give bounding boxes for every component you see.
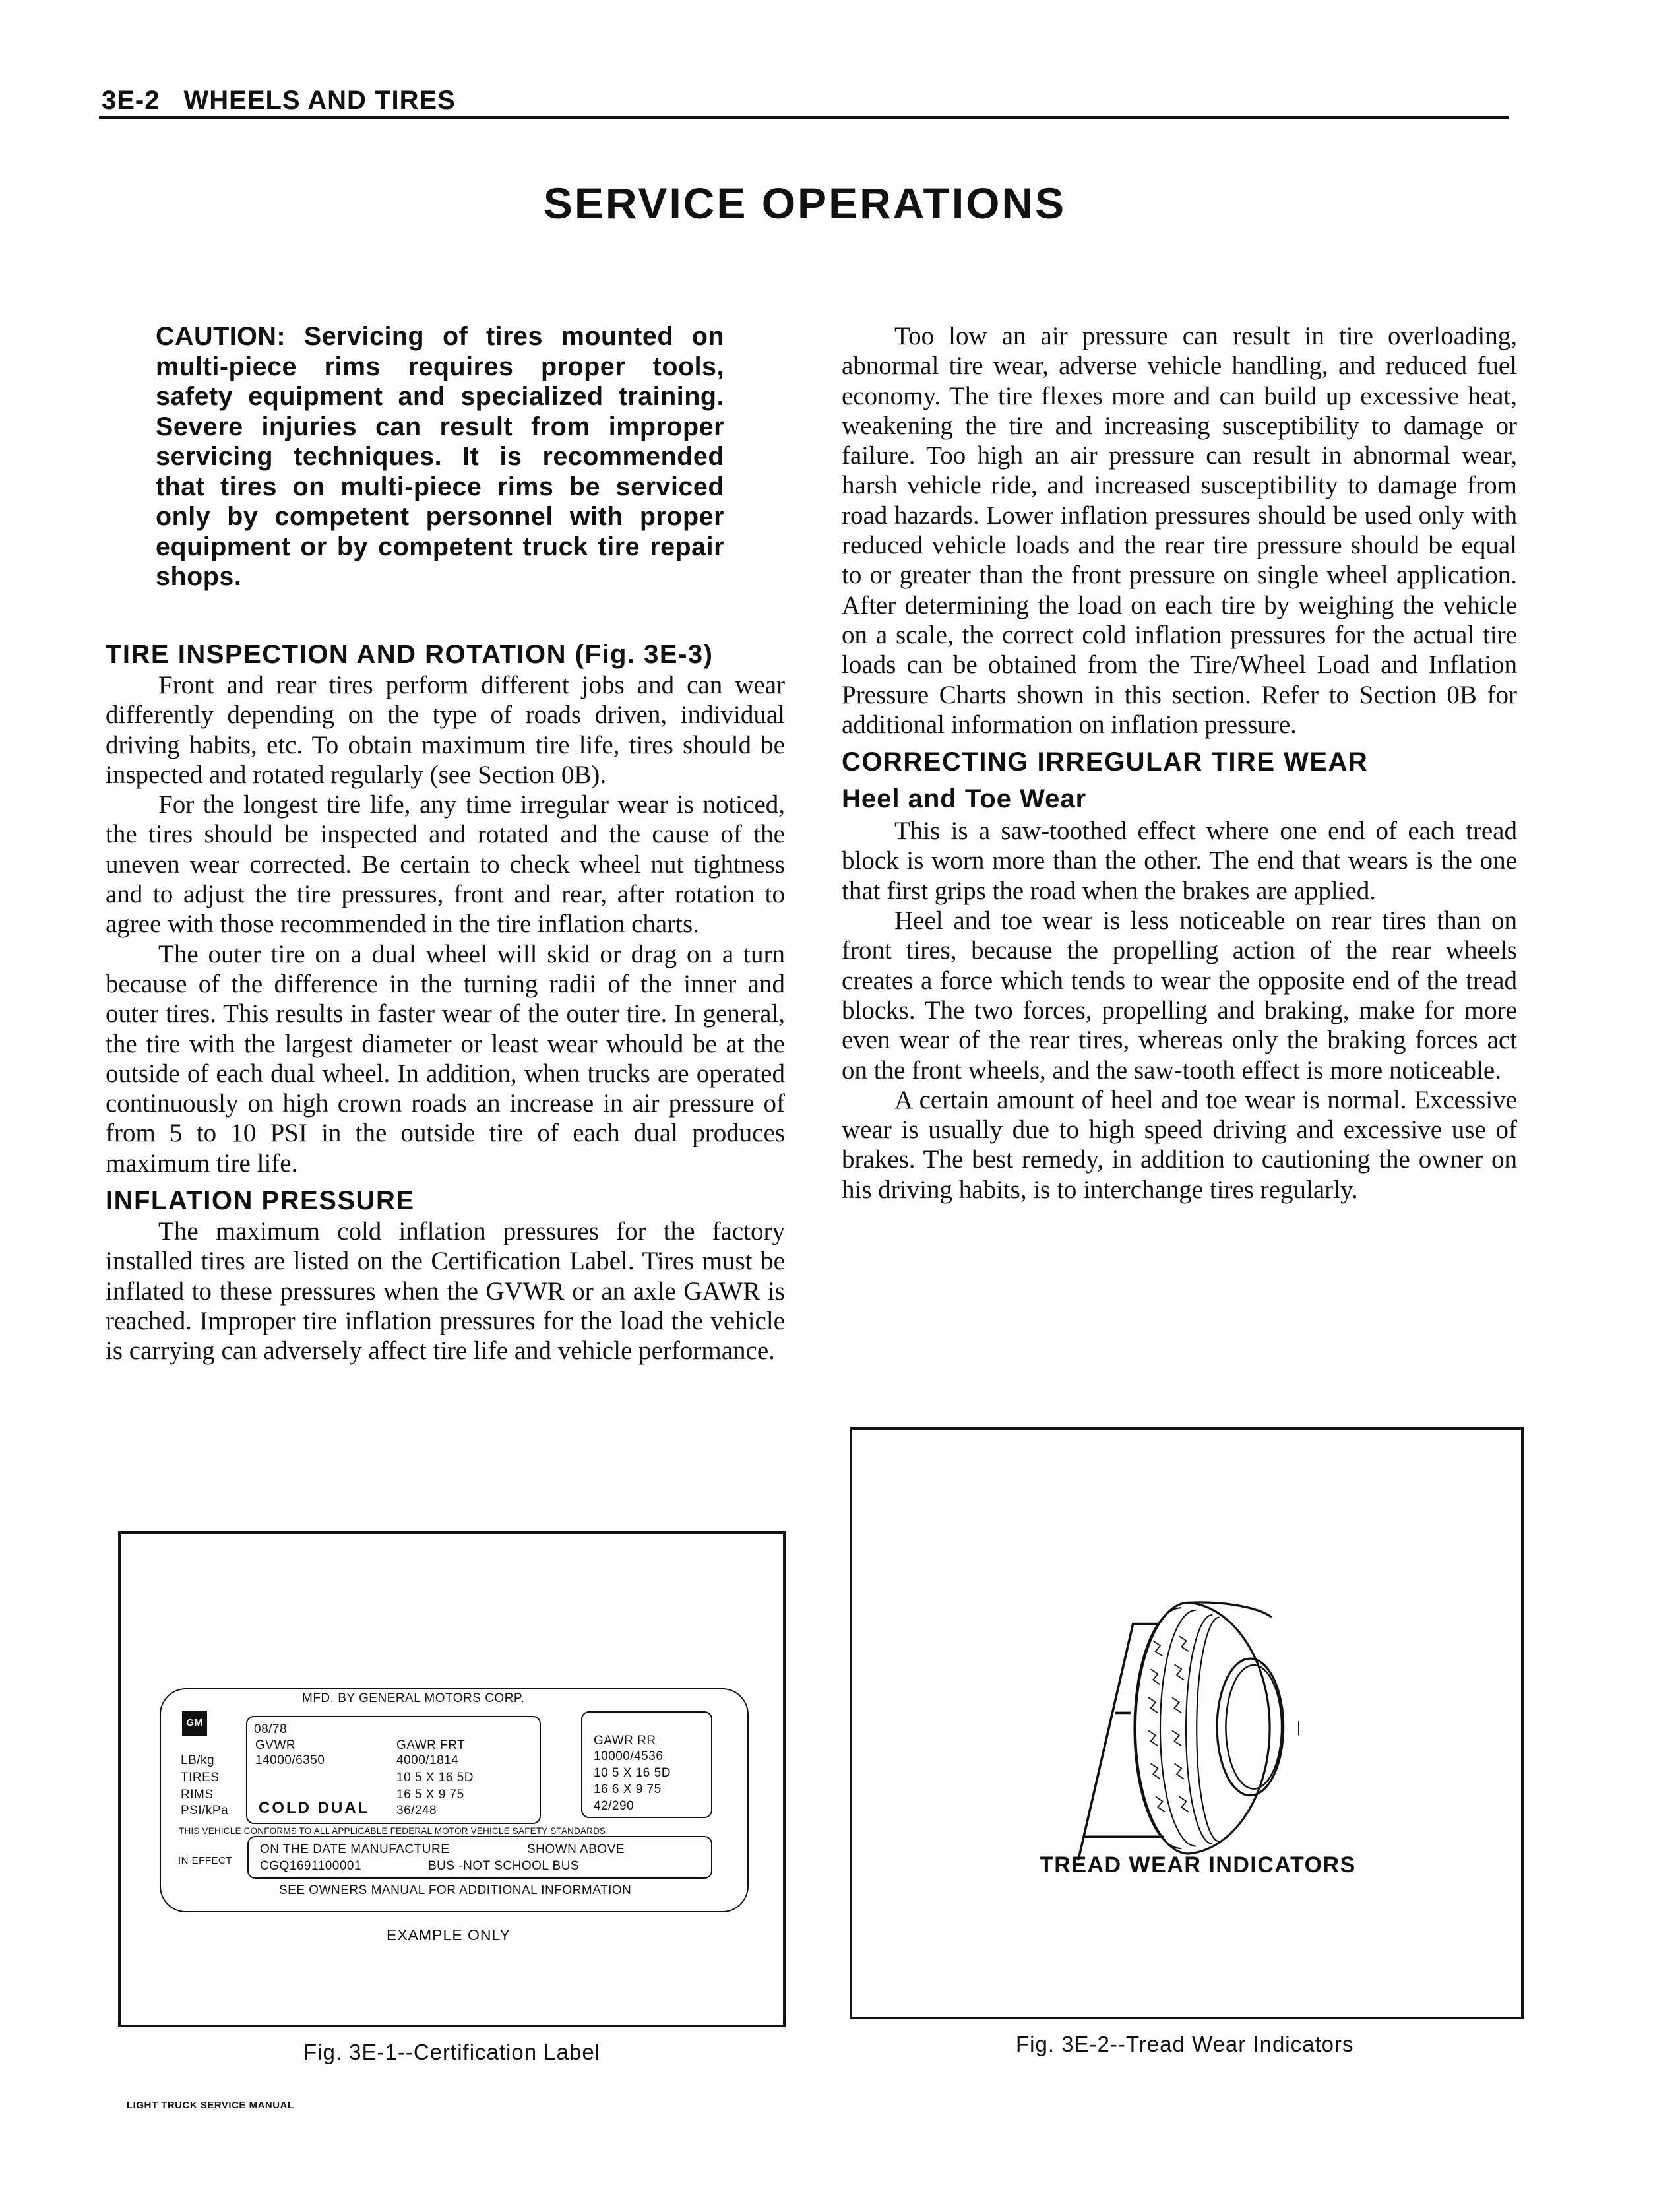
label-gvwr-title: GVWR	[255, 1738, 296, 1752]
label-bus-type: BUS -NOT SCHOOL BUS	[428, 1859, 580, 1873]
label-cold-dual: COLD DUAL	[259, 1799, 370, 1817]
tire-illustration-icon	[1016, 1570, 1385, 1860]
paragraph: Front and rear tires perform different jobs and can wear differently depending on the type of roads driven, individual driving habits, etc. To obtain maximum tire life, tires should be inspected and rotated regularly (see Section 0B).	[106, 671, 785, 789]
paragraph: Heel and toe wear is less noticeable on rear tires than on front tires, because the propelling action of the rear wheels creates a force which tends to wear the opposite end of the tread blocks. The two forces, propelling and braking, make for more even wear of the rear tires, whereas only the braking forces act on the front wheels, and the saw-tooth effect is more noticeable.	[842, 906, 1517, 1085]
label-gawr-rr-rims: 16 6 X 9 75	[594, 1782, 662, 1796]
label-row-lbkg: LB/kg	[181, 1753, 215, 1767]
certification-label	[160, 1688, 749, 1912]
label-gawr-rr-lbkg: 10000/4536	[594, 1749, 664, 1763]
left-column	[106, 639, 785, 1366]
page-title: SERVICE OPERATIONS	[543, 179, 1067, 228]
heading-correcting-wear: CORRECTING IRREGULAR TIRE WEAR	[842, 747, 1369, 777]
section-header	[102, 86, 480, 115]
caution-notice: CAUTION: Servicing of tires mounted on multi-piece rims requires proper tools, safety equipment and specialized training. Severe injuries can result from improper servicing techniques. It is recommended that tires on multi-piece rims be serviced only by competent personnel with proper equipment or by competent truck tire repair shops.	[156, 322, 724, 591]
label-in-effect: IN EFFECT	[178, 1855, 232, 1866]
label-row-rims: RIMS	[181, 1788, 214, 1802]
label-conforms-statement: THIS VEHICLE CONFORMS TO ALL APPLICABLE FEDERAL MOTOR VEHICLE SAFETY STANDARDS	[179, 1826, 606, 1836]
heading-inflation-pressure: INFLATION PRESSURE	[106, 1186, 415, 1216]
paragraph: Too low an air pressure can result in tire overloading, abnormal tire wear, adverse vehicle handling, and reduced fuel economy. The tire flexes more and can build up excessive heat, weakening the tire and increasing susceptibility to damage or failure. Too high an air pressure can result in abnormal wear, harsh vehicle ride, and increased susceptibility to damage from road hazards. Lower inflation pressures should be used only with reduced vehicle loads and the rear tire pressure should be equal to or greater than the front pressure on single wheel application. After determining the load on each tire by weighing the vehicle on a scale, the correct cold inflation pressures for the actual tire loads can be obtained from the Tire/Wheel Load and Inflation Pressure Charts shown in this section. Refer to Section 0B for additional information on inflation pressure.	[842, 322, 1517, 739]
label-manufacturer: MFD. BY GENERAL MOTORS CORP.	[298, 1692, 528, 1705]
label-gvwr-value: 14000/6350	[255, 1753, 325, 1767]
section-number: 3E-2	[102, 86, 160, 115]
label-shown-above: SHOWN ABOVE	[527, 1843, 625, 1856]
tread-wear-indicators-label: TREAD WEAR INDICATORS	[1040, 1852, 1356, 1877]
paragraph: For the longest tire life, any time irregular wear is noticed, the tires should be inspected and rotated and the cause of the uneven wear corrected. Be certain to check wheel nut tightness and to adjust the tire pressures, front and rear, after rotation to agree with those recommended in the tire inflation charts.	[106, 790, 785, 939]
label-gawr-rr-psi: 42/290	[594, 1799, 635, 1813]
gm-logo: GM	[182, 1711, 207, 1736]
label-gawr-frt-tires: 10 5 X 16 5D	[396, 1771, 474, 1784]
page-footer: LIGHT TRUCK SERVICE MANUAL	[127, 2100, 294, 2111]
heading-tire-inspection: TIRE INSPECTION AND ROTATION (Fig. 3E-3)	[106, 640, 714, 669]
label-see-manual: SEE OWNERS MANUAL FOR ADDITIONAL INFORMATION	[279, 1883, 632, 1897]
label-gawr-rr-tires: 10 5 X 16 5D	[594, 1766, 671, 1780]
label-gawr-frt-lbkg: 4000/1814	[396, 1753, 459, 1767]
figure-caption: Fig. 3E-1--Certification Label	[303, 2040, 601, 2064]
figure-caption: Fig. 3E-2--Tread Wear Indicators	[1016, 2032, 1354, 2056]
label-gawr-frt-rims: 16 5 X 9 75	[396, 1788, 464, 1802]
label-vin: CGQ1691100001	[260, 1859, 362, 1873]
label-gawr-rr-title: GAWR RR	[594, 1734, 656, 1748]
section-title: WHEELS AND TIRES	[183, 86, 456, 115]
label-on-date: ON THE DATE MANUFACTURE	[260, 1843, 450, 1856]
header-rule	[99, 116, 1509, 119]
label-date: 08/78	[254, 1722, 288, 1736]
paragraph: The outer tire on a dual wheel will skid or drag on a turn because of the difference in the turning radii of the inner and outer tires. This results in faster wear of the outer tire. In general, the tire with the largest diameter or least wear whould be at the outside of each dual wheel. In addition, when trucks are operated continuously on high crown roads an increase in air pressure of from 5 to 10 PSI in the outside tire of each dual produces maximum tire life.	[106, 939, 785, 1178]
label-row-tires: TIRES	[181, 1771, 220, 1784]
label-gawr-frt-psi: 36/248	[396, 1804, 437, 1817]
label-gawr-frt-title: GAWR FRT	[396, 1738, 466, 1752]
paragraph: A certain amount of heel and toe wear is normal. Excessive wear is usually due to high speed driving and excessive use of brakes. The best remedy, in addition to cautioning the owner on his driving habits, is to interchange tires regularly.	[842, 1085, 1517, 1204]
paragraph: This is a saw-toothed effect where one end of each tread block is worn more than the other. The end that wears is the one that first grips the road when the brakes are applied.	[842, 817, 1517, 905]
paragraph: The maximum cold inflation pressures for the factory installed tires are listed on the Certification Label. Tires must be inflated to these pressures when the GVWR or an axle GAWR is reached. Improper tire inflation pressures for the load the vehicle is carrying can adversely affect tire life and vehicle performance.	[106, 1217, 785, 1366]
example-only-note: EXAMPLE ONLY	[387, 1926, 511, 1943]
label-row-psi: PSI/kPa	[181, 1804, 229, 1817]
heading-heel-toe: Heel and Toe Wear	[842, 784, 1087, 814]
right-column	[842, 321, 1517, 1205]
